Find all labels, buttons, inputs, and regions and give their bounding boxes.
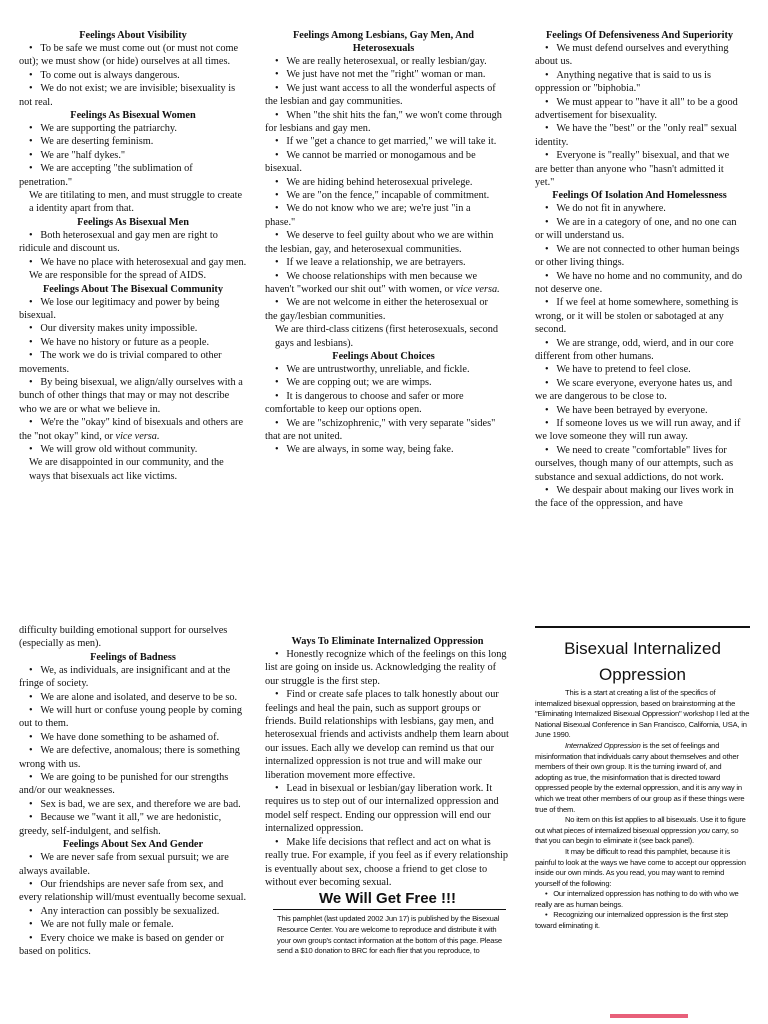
divider (273, 909, 506, 910)
list-item: • We are supporting the patriarchy. (19, 122, 247, 135)
paragraph (535, 815, 750, 847)
list-item: • Lead in bisexual or lesbian/gay liberation work. It requires us to step out of our internalized oppression and model self respect. Ending our oppression will end our internalized oppression. (265, 782, 510, 836)
list-item: • We are going to be punished for our strengths and/or our weaknesses. (19, 771, 247, 798)
paragraph: This is a start at creating a list of the specifics of internalized bisexual oppression, based on brainstorming at the "Eliminating Internalized Bisexual Oppression" workshop I led at the National Bisexual Conference in San Francisco, California, USA, in June 1990. (535, 688, 750, 740)
paragraph: We are disappointed in our community, and the ways that bisexuals act like victims. (29, 457, 224, 482)
list-item: • Recognizing our internalized oppression is the first step toward eliminating it. (535, 910, 750, 931)
paragraph-text: carry, so that you can begin to eliminate it (see back panel). (535, 825, 739, 846)
list-item: • We are "schizophrenic," with very separate "sides" that are not united. (265, 417, 502, 444)
paragraph-text: is the set of feelings and misinformation that individuals carry about themselves and other members of their own group. It is the turning inward of, and adopting as true, the misinformation that is directed toward oppressed people by the external oppression, and it is any way in which we treat other members of our group as if these things were true of them. (535, 740, 745, 814)
list-item: • We just want access to all the wonderful aspects of the lesbian and gay communities. (265, 82, 502, 109)
list-item: • Both heterosexual and gay men are right to ridicule and discount us. (19, 229, 247, 256)
list-item: • When "the shit hits the fan," we won't come through for lesbians and gay men. (265, 109, 502, 136)
list-item: • By being bisexual, we align/ally ourselves with a bunch of other things that may or may not describe who we are or what we believe in. (19, 376, 247, 416)
heading-defensiveness: Feelings Of Defensiveness And Superiority (545, 30, 734, 41)
list-item: • We are untrustworthy, unreliable, and fickle. (265, 363, 502, 376)
list-item: • Everyone is "really" bisexual, and that we are better than anyone who "hasn't admitted it yet." (535, 149, 744, 189)
panel-visibility (19, 29, 247, 483)
term-italic: you (698, 825, 710, 835)
list-item: • Anything negative that is said to us is oppression or "biphobia." (535, 69, 744, 96)
list-item: • We are not connected to other human beings or other living things. (535, 243, 744, 270)
paragraph (535, 741, 750, 815)
list-item: • We are deserting feminism. (19, 135, 247, 148)
panel-badness (19, 624, 247, 1024)
list-item: • We, as individuals, are insignificant and at the fringe of society. (19, 664, 247, 691)
list-item: • We are never safe from sexual pursuit; we are always available. (19, 851, 247, 878)
list-item (19, 416, 247, 443)
list-item: • Honestly recognize which of the feelings on this long list are going on inside us. Acknowledging the reality of our struggle is the first step. (265, 648, 510, 688)
list-item (265, 270, 502, 297)
list-item: • If someone loves us we will run away, and if we love someone they will run away. (535, 417, 744, 444)
list-item: • We are copping out; we are wimps. (265, 376, 502, 389)
panel-ways-to-eliminate (265, 635, 510, 1024)
paragraph: We are responsible for the spread of AIDS. (29, 270, 207, 282)
list-item: • The work we do is trivial compared to other movements. (19, 349, 247, 376)
list-item: • We have been betrayed by everyone. (535, 404, 744, 417)
list-item: • We are hiding behind heterosexual privelege. (265, 176, 502, 189)
divider (535, 626, 750, 628)
paragraph: It may be difficult to read this pamphlet, because it is painful to look at the ways we have come to accept our oppression inside our own minds. As you read, you may want to remind yourself of the following: (535, 846, 746, 888)
list-item: • We just have not met the "right" woman or man. (265, 68, 502, 81)
list-item-text: We choose relationships with men because we haven't "worked our shit out" with women, or (265, 270, 478, 295)
paragraph: difficulty building emotional support for ourselves (especially as men). (19, 625, 228, 650)
term-italic: Internalized Oppression (565, 740, 641, 750)
list-item: • We are not fully male or female. (19, 918, 247, 931)
list-item: • Every choice we make is based on gender or based on politics. (19, 932, 247, 959)
list-item: • We despair about making our lives work in the face of the oppression, and have (535, 484, 744, 511)
paragraph: We are third-class citizens (first heterosexuals, second gays and lesbians). (275, 324, 499, 349)
list-item: • We deserve to feel guilty about who we are within the lesbian, gay, and heterosexual communities. (265, 229, 502, 256)
list-item: • To come out is always dangerous. (19, 69, 247, 82)
list-item: • We have no home and no community, and do not deserve one. (535, 270, 744, 297)
list-item: • To be safe we must come out (or must not come out); we must show (or hide) ourselves at all times. (19, 42, 247, 69)
heading-bisexual-men: Feelings As Bisexual Men (77, 216, 189, 228)
list-item: • Because we "want it all," we are hedonistic, greedy, self-indulgent, and selfish. (19, 811, 247, 838)
list-item: • We are not welcome in either the heterosexual or the gay/lesbian communities. (265, 296, 502, 323)
flag-stripe (610, 1018, 688, 1024)
list-item: • If we "get a chance to get married," we will take it. (265, 135, 502, 148)
pamphlet-title: Bisexual Internalized Oppression (564, 639, 721, 684)
list-item: • We have to pretend to feel close. (535, 363, 744, 376)
heading-badness: Feelings of Badness (90, 651, 176, 663)
list-item: • We scare everyone, everyone hates us, and we are dangerous to be close to. (535, 377, 744, 404)
heading-choices: Feelings About Choices (332, 350, 435, 362)
list-item: • We are accepting "the sublimation of penetration." (19, 162, 247, 189)
list-item: • We will hurt or confuse young people by coming out to them. (19, 704, 247, 731)
list-item: • Find or create safe places to talk honestly about our feelings and heal the pain, such as support groups or friends. Build relationships with lesbians, gay men, and heterosexual friends and activists andhelp them learn about our issues. Each ally we develop can remind us that our internalized oppression is not true and will make our liberation movement more effective. (265, 688, 510, 782)
heading-bisexual-women: Feelings As Bisexual Women (70, 110, 196, 122)
panel-cover (535, 626, 750, 1024)
list-item: • Our friendships are never safe from sex, and every relationship will/must eventually become sexual. (19, 878, 247, 905)
list-item: • We cannot be married or monogamous and be bisexual. (265, 149, 502, 176)
publisher-note: This pamphlet (last updated 2002 Jun 17) is published by the Bisexual Resource Center. You are welcome to reproduce and distribute it with your own group's contact information at the bottom of this page. Please send a $10 donation to BRC for each flier that you reproduce, to (277, 914, 502, 956)
list-item: • We are really heterosexual, or really lesbian/gay. (265, 55, 502, 68)
list-item: • We are in a category of one, and no one can or will understand us. (535, 216, 744, 243)
list-item: • We are strange, odd, wierd, and in our core different from other humans. (535, 337, 744, 364)
list-item: • Any interaction can possibly be sexualized. (19, 905, 247, 918)
list-item-text: We're the "okay" kind of bisexuals and others are the "not okay" kind, or (19, 417, 244, 442)
panel-lesbians-gay-hetero (265, 29, 502, 457)
list-item: • We will grow old without community. (19, 443, 247, 456)
heading-ways-to-eliminate: Ways To Eliminate Internalized Oppression (291, 636, 484, 647)
list-item: • We have no history or future as a people. (19, 336, 247, 349)
list-item: • We are always, in some way, being fake. (265, 443, 502, 456)
list-item: • We do not exist; we are invisible; bisexuality is not real. (19, 82, 247, 109)
list-item: • We are "on the fence," incapable of commitment. (265, 189, 502, 202)
list-item: • We have no place with heterosexual and gay men. (19, 256, 247, 269)
list-item: • Our internalized oppression has nothing to do with who we really are as human beings. (535, 889, 750, 910)
paragraph-text: No item on this list applies to all bisexuals. Use it to figure out what pieces of internalized bisexual oppression (535, 815, 746, 835)
list-item: • We have the "best" or the "only real" sexual identity. (535, 122, 744, 149)
heading-visibility: Feelings About Visibility (79, 30, 187, 41)
list-item: • If we leave a relationship, we are betrayers. (265, 256, 502, 269)
list-item: • We do not know who we are; we're just "in a phase." (265, 202, 502, 229)
slogan: We Will Get Free !!! (318, 890, 457, 908)
heading-sex-gender: Feelings About Sex And Gender (62, 839, 204, 851)
list-item: • We are defective, anomalous; there is something wrong with us. (19, 744, 247, 771)
list-item: • It is dangerous to choose and safer or more comfortable to keep our options open. (265, 390, 502, 417)
list-item: • We need to create "comfortable" lives for ourselves, though many of our attempts, such as substance and sexual addictions, do not work. (535, 444, 744, 484)
list-item: • Sex is bad, we are sex, and therefore we are bad. (19, 798, 247, 811)
heading-isolation: Feelings Of Isolation And Homelessness (552, 190, 727, 202)
list-item: • We must appear to "have it all" to be a good advertisement for bisexuality. (535, 96, 744, 123)
list-item-italic: vice versa. (455, 283, 500, 295)
list-item-italic: vice versa. (115, 430, 160, 442)
list-item: • We lose our legitimacy and power by being bisexual. (19, 296, 247, 323)
list-item: • We must defend ourselves and everything about us. (535, 42, 744, 69)
list-item: • We do not fit in anywhere. (535, 202, 744, 215)
list-item: • We are alone and isolated, and deserve to be so. (19, 691, 247, 704)
heading-among-communities: Feelings Among Lesbians, Gay Men, And Heterosexuals (292, 30, 475, 54)
panel-defensiveness (535, 29, 744, 511)
list-item: • Our diversity makes unity impossible. (19, 322, 247, 335)
pride-flag-graphic (610, 1014, 688, 1024)
list-item: • Make life decisions that reflect and act on what is really true. For example, if you feel as if every relationship is eventually about sex, choose a friend to get close to without ever becoming sexual. (265, 836, 510, 890)
paragraph: We are titilating to men, and must struggle to create a identity apart from that. (29, 190, 243, 215)
list-item: • We are "half dykes." (19, 149, 247, 162)
list-item: • We have done something to be ashamed of. (19, 731, 247, 744)
intro-text (535, 688, 750, 932)
list-item: • If we feel at home somewhere, something is wrong, or it will be stolen or sabotaged at any second. (535, 296, 744, 336)
heading-bisexual-community: Feelings About The Bisexual Community (42, 283, 224, 295)
